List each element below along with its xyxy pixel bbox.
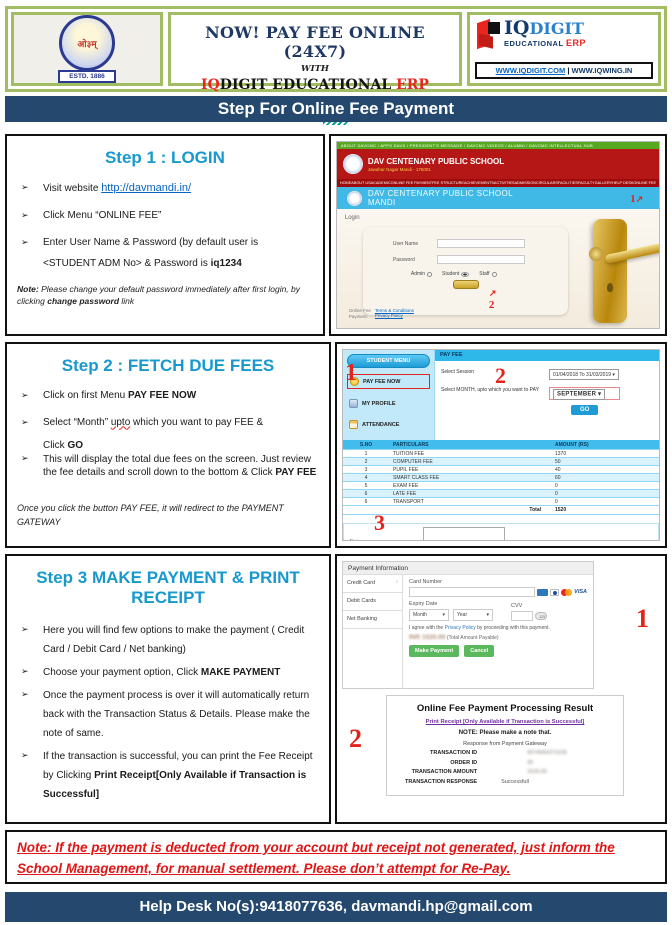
notes-label xyxy=(350,539,363,541)
nav-menu-item[interactable]: ADMISSION xyxy=(514,181,536,185)
step2-section xyxy=(5,342,667,548)
annotation-1: 1↗ xyxy=(630,193,643,205)
payfee-header: PAY FEE xyxy=(435,350,659,361)
payfee-page-mock xyxy=(342,349,660,541)
expiry-month-select[interactable]: Month ▾ xyxy=(409,609,449,621)
step2-instructions xyxy=(5,342,331,548)
step1-section xyxy=(5,134,667,336)
radio-staff[interactable]: Staff xyxy=(479,271,496,277)
annotation-arrow-icon: ↗ xyxy=(488,288,497,298)
chevron-down-icon: ▾ xyxy=(598,391,602,397)
banner-erp: ERP xyxy=(396,77,429,93)
nav-menu-item[interactable]: ONLINE FEE xyxy=(633,181,656,185)
iqdigit-logo xyxy=(475,19,653,51)
iqdigit-logo-box xyxy=(467,12,661,86)
school-logo-icon xyxy=(343,154,363,174)
portal-logo-icon xyxy=(347,191,362,206)
seal-ring xyxy=(59,15,115,71)
nav-menu xyxy=(337,179,659,187)
chevron-down-icon: ▾ xyxy=(442,612,445,618)
step2-note: Once you click the button PAY FEE, it will redirect to the PAYMENT GATEWAY xyxy=(17,502,284,527)
step1-bullet-1: ➢ Visit website http://davmandi.in/ xyxy=(17,182,313,194)
link-separator: | xyxy=(565,66,572,75)
terms-link[interactable]: Terms & Conditions xyxy=(374,308,414,314)
bullet-arrow-icon: ➢ xyxy=(21,416,29,427)
annotation-2: 2 xyxy=(349,724,362,753)
warning-note-text: Note: If the payment is deducted from your account but receipt not generated, just inform the School Management, for manual settlement. Please don’t attempt for Re-Pay. xyxy=(17,840,615,876)
step1-instructions xyxy=(5,134,325,336)
radio-circle-icon xyxy=(492,272,497,277)
annotation-1: 1 xyxy=(636,604,649,633)
nav-menu-item[interactable]: FEE STRUCTURE xyxy=(432,181,464,185)
transaction-response-value: Successfull xyxy=(501,778,529,785)
amount-note: (Total Amount Payable) xyxy=(445,635,499,641)
iqdigit-cube-icon xyxy=(477,19,501,51)
payfee-form xyxy=(435,361,659,440)
step3-bullet-4: ➢ If the transaction is successful, you can print the Fee Receipt by Clicking Print Receipt[Only Available if Transaction is Successful] xyxy=(17,747,319,804)
step1-bullet-3-cont: <STUDENT ADM No> & Password is iq1234 xyxy=(43,257,242,269)
amount-line xyxy=(409,634,587,641)
fee-table-row: 4 SMART CLASS FEE 60 xyxy=(343,474,659,482)
payment-tab[interactable]: Net Banking xyxy=(343,611,402,629)
step1-title: Step 1 : LOGIN xyxy=(104,148,225,167)
password-label: Password xyxy=(392,256,415,263)
banner-line3 xyxy=(171,77,459,93)
nav-menu-item[interactable]: ACTIVITIES xyxy=(493,181,515,185)
order-id-label: ORDER ID xyxy=(450,759,478,766)
bullet-arrow-icon: ➢ xyxy=(21,209,29,220)
password-input[interactable] xyxy=(437,255,525,264)
month-select[interactable]: SEPTEMBER ▾ xyxy=(553,389,605,400)
step3-screenshot xyxy=(335,554,667,824)
transaction-id-label: TRANSACTION ID xyxy=(430,750,478,756)
header xyxy=(5,6,667,92)
school-header xyxy=(337,149,659,179)
login-page-mock xyxy=(336,141,660,329)
links-prefix: Online Fee xyxy=(348,308,371,314)
make-payment-button[interactable]: Make Payment xyxy=(409,645,459,657)
bullet-arrow-icon: ➢ xyxy=(21,666,29,677)
portal-title: DAV CENTENARY PUBLIC SCHOOL xyxy=(367,188,513,198)
school-name: DAV CENTENARY PUBLIC SCHOOL xyxy=(367,156,505,166)
bullet-arrow-icon: ➢ xyxy=(21,389,29,400)
bullet-arrow-icon: ➢ xyxy=(21,236,29,247)
fee-table-header: S.NO PARTICULARS AMOUNT (RS) xyxy=(343,440,659,450)
card-number-input[interactable] xyxy=(409,587,535,597)
nav-menu-item[interactable]: HOME xyxy=(339,181,352,185)
warning-note-box xyxy=(5,830,667,884)
step2-screenshot xyxy=(335,342,667,548)
digit-word: DIGIT xyxy=(529,19,584,38)
step2-bullet-2: ➢ Select “Month” upto which you want to pay FEE & xyxy=(17,417,319,428)
davmandi-link[interactable]: http://davmandi.in/ xyxy=(101,181,192,194)
username-label: User Name xyxy=(392,240,419,247)
cvv-info-icon: 123 xyxy=(535,612,547,620)
footer-links: Online Fee Payment: Terms & Conditions Privacy Policy xyxy=(348,308,414,320)
iqdigit-link[interactable]: WWW.IQDIGIT.COM xyxy=(495,66,566,75)
nav-menu-item[interactable]: CIRCULARS xyxy=(535,181,558,185)
radio-circle-icon xyxy=(427,272,432,277)
annotation-2: ↗ 2 xyxy=(488,288,497,311)
step2-title: Step 2 : FETCH DUE FEES xyxy=(61,356,275,375)
annotation-1: 1 xyxy=(345,360,357,386)
step3-bullet-1: ➢ Here you will find few options to make the payment ( Credit Card / Debit Card / Net banking) xyxy=(17,621,319,659)
fee-table-row: 5 EXAM FEE 0 xyxy=(343,482,659,490)
step1-bullet-2: ➢ Click Menu “ONLINE FEE” xyxy=(17,210,313,221)
cvv-input[interactable] xyxy=(511,611,533,621)
banner-iq: IQ xyxy=(201,77,220,93)
iqwing-link[interactable]: WWW.IQWING.IN xyxy=(571,66,633,75)
amount-value: INR 1520.00 xyxy=(409,634,446,641)
step3-title: Step 3 MAKE PAYMENT & PRINT RECEIPT xyxy=(36,568,300,607)
step3-bullet-3: ➢ Once the payment process is over it will automatically return back with the Transaction Status & Details. Please make the note of same. xyxy=(17,686,319,743)
card-mastercard-icon xyxy=(561,589,572,596)
top-links-bar[interactable]: ABOUT DAVCMC / APPS DAVS / PRESIDENT'S MESSAGE / DAVCMC VIDEOS / ALUMNI / DAVCMC INTELLECTUAL HUB xyxy=(337,142,659,149)
dav-seal-logo xyxy=(56,15,118,83)
transaction-id-value: 9074659373106 xyxy=(527,750,567,756)
order-id-value: 35 xyxy=(527,759,534,766)
gateway-response-label: Response from Payment Gateway xyxy=(463,741,547,747)
username-input[interactable] xyxy=(437,239,525,248)
iqdigit-wordmark xyxy=(504,19,586,48)
annotation-3: 3 xyxy=(374,510,385,535)
chevron-down-icon: ▾ xyxy=(612,371,615,378)
payment-info-header: Payment Information xyxy=(343,562,593,575)
step1-note: Note: Please change your default password immediately after first login, by clicking change password link xyxy=(17,283,301,306)
step3-bullet-2: ➢ Choose your payment option, Click MAKE PAYMENT xyxy=(17,663,319,682)
sidebar-item-attendance[interactable]: ATTENDANCE xyxy=(347,418,430,431)
cvv-label: CVV xyxy=(511,603,523,609)
chevron-down-icon: ▾ xyxy=(486,612,489,618)
step2-bullet-1: ➢ Click on first Menu PAY FEE NOW xyxy=(17,390,319,401)
privacy-policy-link[interactable]: Privacy Policy xyxy=(444,625,476,631)
fee-table-total: Total 1520 xyxy=(343,506,659,515)
annotation-2: 2 xyxy=(495,363,506,388)
bullet-arrow-icon: ➢ xyxy=(21,750,29,761)
sidebar-item-profile[interactable]: MY PROFILE xyxy=(347,397,430,410)
page-title-text: Step For Online Fee Payment xyxy=(217,99,455,118)
nav-menu-item[interactable]: HELP DESK xyxy=(612,181,634,185)
step3-section xyxy=(5,554,667,824)
bullet-arrow-icon: ➢ xyxy=(21,452,29,463)
fee-table-row: 6 TRANSPORT 0 xyxy=(343,498,659,506)
help-desk-bar xyxy=(5,892,667,922)
transaction-response-label: TRANSACTION RESPONSE xyxy=(404,778,478,785)
payment-tab[interactable]: Debit Cards xyxy=(343,593,402,611)
fee-table-row: 6 LATE FEE 0 xyxy=(343,490,659,498)
card-form xyxy=(403,575,593,689)
iq-word: IQ xyxy=(504,17,530,39)
session-label: Select Session xyxy=(441,369,475,375)
notes-textarea[interactable] xyxy=(423,527,505,541)
month-label: Select MONTH, upto which you want to PAY xyxy=(441,387,539,393)
school-address: Jawahar Nagar Mandi - 175001 xyxy=(367,166,431,172)
radio-selected-icon xyxy=(461,272,469,277)
privacy-link[interactable]: Privacy Policy xyxy=(374,313,403,319)
spellcheck-squiggle xyxy=(323,122,349,125)
result-grid xyxy=(393,750,617,785)
student-menu-button[interactable]: STUDENT MENU xyxy=(347,354,430,368)
nav-menu-item[interactable]: ACADEMIC xyxy=(370,181,391,185)
result-title: Online Fee Payment Processing Result xyxy=(416,703,594,714)
fee-table-row: 1 TUITION FEE 1370 xyxy=(343,450,659,458)
session-select[interactable]: 01/04/2018 To 31/03/2019 ▾ xyxy=(549,369,619,380)
page-title xyxy=(5,96,667,122)
card-amex-icon xyxy=(537,589,548,596)
calendar-icon xyxy=(349,420,358,429)
header-banner xyxy=(168,12,462,93)
om-icon: ओ३म् xyxy=(77,38,97,49)
step3-instructions xyxy=(5,554,331,824)
go-button[interactable]: GO xyxy=(571,405,598,415)
bullet-arrow-icon: ➢ xyxy=(21,624,29,635)
dav-logo-box xyxy=(11,12,163,86)
agree-line: I agree with the Privacy Policy by proceeding with this payment. xyxy=(409,625,550,631)
fee-table xyxy=(343,440,659,515)
door-handle-graphic xyxy=(563,219,649,323)
payment-tab[interactable]: Credit Card › xyxy=(343,575,402,593)
expiry-label: Expiry Date xyxy=(409,601,438,607)
nav-menu-item[interactable]: ACHIEVEMENTS xyxy=(463,181,494,185)
portal-subtitle: MANDI xyxy=(367,198,396,207)
login-button[interactable] xyxy=(453,280,479,289)
payment-info-panel xyxy=(342,561,594,689)
nav-menu-item[interactable]: ABOUT US xyxy=(351,181,371,185)
nav-menu-item[interactable]: FACILITIES xyxy=(557,181,578,185)
bullet-arrow-icon: ➢ xyxy=(21,689,29,700)
transaction-amount-value: 1520.00 xyxy=(527,769,547,776)
login-form xyxy=(363,227,568,315)
result-note: NOTE: Please make a note that. xyxy=(458,729,552,736)
month-select-highlight xyxy=(549,387,620,400)
annotation-arrow-icon: ↗ xyxy=(635,194,643,204)
sidebar-item-payfee[interactable]: PAY FEE NOW xyxy=(347,374,430,389)
profile-icon xyxy=(349,399,358,408)
banner-line1: NOW! PAY FEE ONLINE (24X7) xyxy=(205,23,425,61)
login-label: Login xyxy=(344,215,360,221)
student-sidebar xyxy=(343,350,435,440)
website-links xyxy=(475,62,653,79)
erp-word: ERP xyxy=(565,38,586,48)
card-diners-icon xyxy=(550,589,559,596)
banner-line2: WITH xyxy=(301,64,329,74)
step1-screenshot xyxy=(329,134,667,336)
cancel-button[interactable]: Cancel xyxy=(464,645,494,657)
banner-digit: DIGIT EDUCATIONAL xyxy=(219,77,397,93)
print-receipt-link[interactable]: Print Receipt [Only Available if Transaction is Successful] xyxy=(425,719,585,725)
nav-menu-item[interactable]: ONLINE FEE PAYMENT xyxy=(390,181,433,185)
estd-banner: ESTD. 1886 xyxy=(58,70,116,83)
transaction-amount-label: TRANSACTION AMOUNT xyxy=(411,769,478,776)
fee-table-row: 2 COMPUTER FEE 50 xyxy=(343,458,659,466)
card-number-label: Card Number xyxy=(409,579,443,585)
step2-bullet-3: ➢ This will display the total due fees on the screen. Just review the fee details and scroll down to the bottom & Click PAY FEE xyxy=(17,453,319,479)
payment-result-panel xyxy=(386,695,624,796)
radio-student[interactable]: Student xyxy=(442,271,469,277)
nav-menu-item[interactable]: FACULTY xyxy=(577,181,595,185)
portal-header xyxy=(337,187,659,209)
educational-word: EDUCATIONAL xyxy=(504,39,566,48)
help-desk-text: Help Desk No(s):9418077636, davmandi.hp@gmail.com xyxy=(139,898,533,915)
bullet-arrow-icon: ➢ xyxy=(21,181,29,192)
expiry-year-select[interactable]: Year ▾ xyxy=(453,609,493,621)
fee-table-row: 3 PUPIL FEE 40 xyxy=(343,466,659,474)
card-visa-icon: VISA xyxy=(574,589,587,595)
step1-bullet-3: ➢ Enter User Name & Password (by default user is xyxy=(17,237,313,248)
step2-bullet-2-cont: Click GO xyxy=(43,439,84,451)
radio-admin[interactable]: Admin xyxy=(411,271,432,277)
nav-menu-item[interactable]: GALLERY xyxy=(594,181,613,185)
